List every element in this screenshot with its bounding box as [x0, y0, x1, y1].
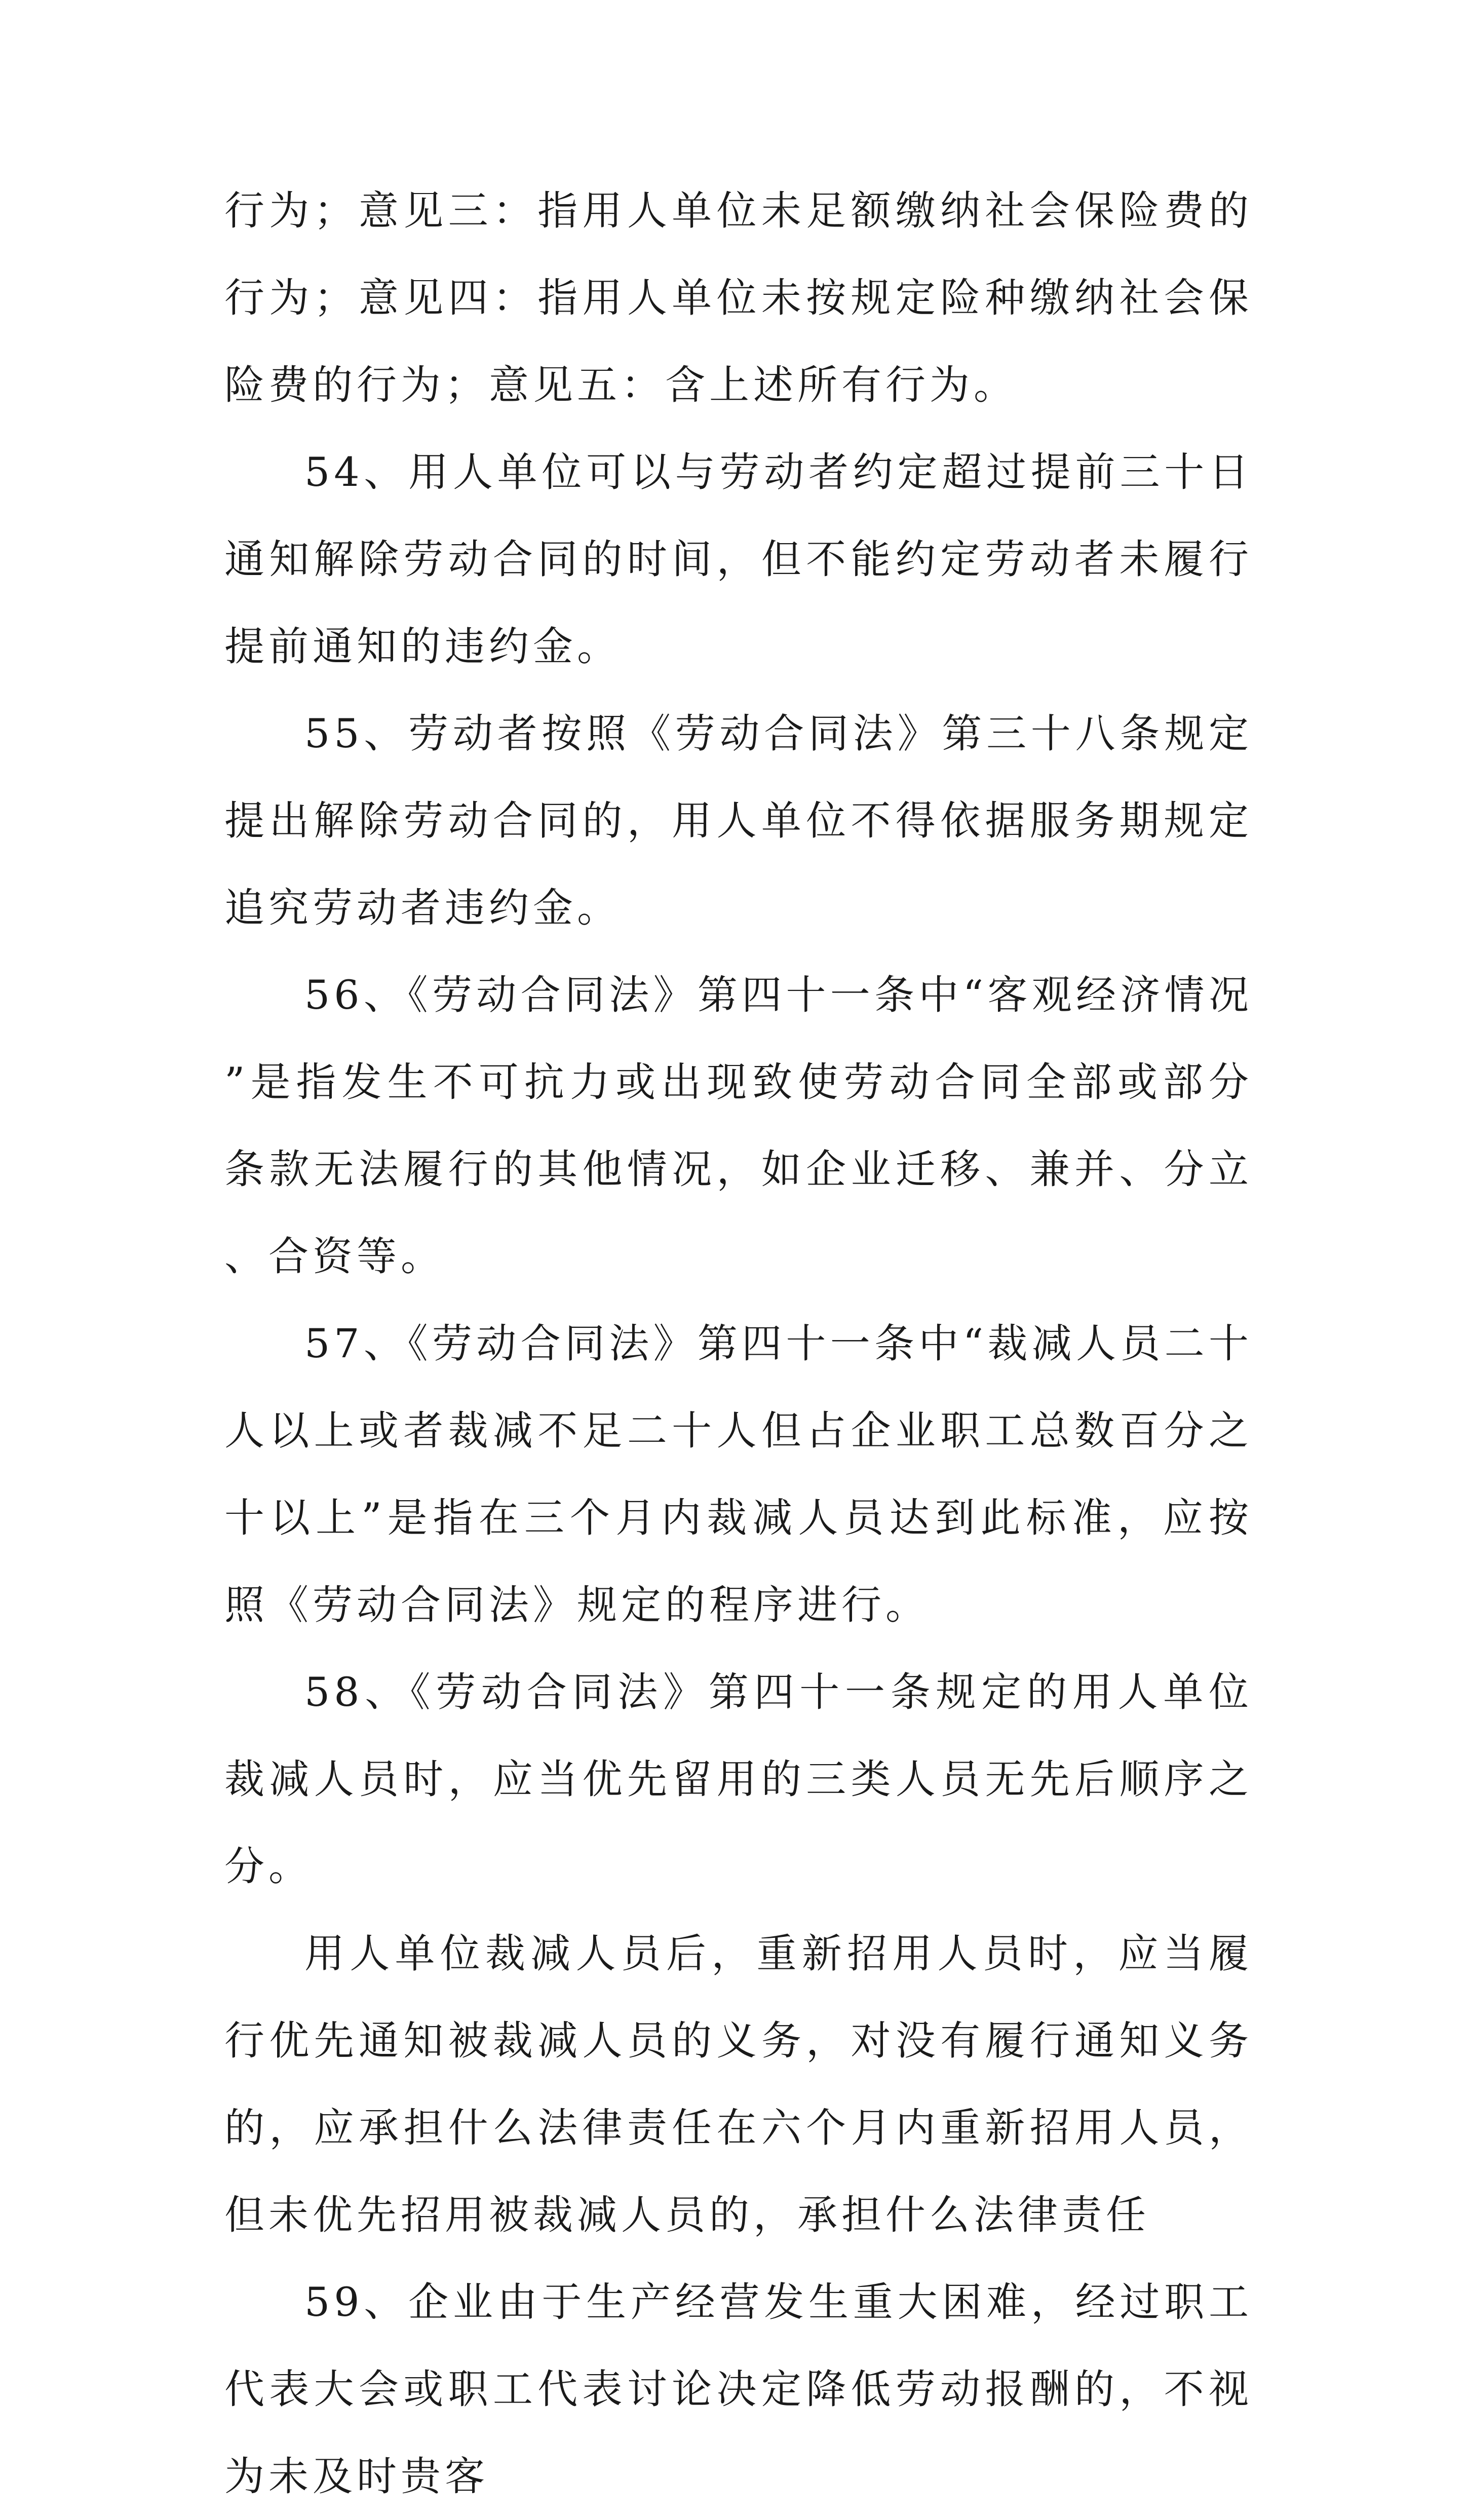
document-body: [224, 167, 1253, 2520]
paragraph-item-54: 54、用人单位可以与劳动者约定超过提前三十日通知解除劳动合同的时间，但不能约定劳动者未履行提前通知的违约金。: [224, 449, 1253, 670]
paragraph-item-57: 57、《劳动合同法》第四十一条中“裁减人员二十人以上或者裁减不足二十人但占企业职工总数百分之十以上”是指在三个月内裁减人员达到此标准，应按照《劳动合同法》规定的程序进行。: [224, 1320, 1253, 1628]
paragraph-item-55: 55、劳动者按照《劳动合同法》第三十八条规定提出解除劳动合同的，用人单位不得依据服务期规定追究劳动者违约金。: [224, 710, 1253, 931]
paragraph-question: 用人单位裁减人员后，重新招用人员时，应当履行优先通知被裁减人员的义务，对没有履行通知义务的，应承担什么法律责任在六个月内重新招用人员，但未优先招用被裁减人员的，承担什么法律责任: [224, 1930, 1253, 2238]
paragraph-item-58: 58、《劳动合同法》第四十一条规定的用人单位裁减人员时，应当优先留用的三类人员无先后顺序之分。: [224, 1669, 1253, 1890]
paragraph-item-56: 56、《劳动合同法》第四十一条中“客观经济情况”是指发生不可抗力或出现致使劳动合同全部或部分条款无法履行的其他情况，如企业迁移、兼并、分立、合资等。: [224, 972, 1253, 1280]
paragraph-item-59: 59、企业由于生产经营发生重大困难，经过职工代表大会或职工代表讨论决定降低劳动报酬的，不视为未及时贵客: [224, 2279, 1253, 2500]
paragraph-continuation: 行为；意见三：指用人单位未足额缴纳社会保险费的行为；意见四：指用人单位未按规定险种缴纳社会保险费的行为；意见五：含上述所有行为。: [224, 187, 1253, 408]
